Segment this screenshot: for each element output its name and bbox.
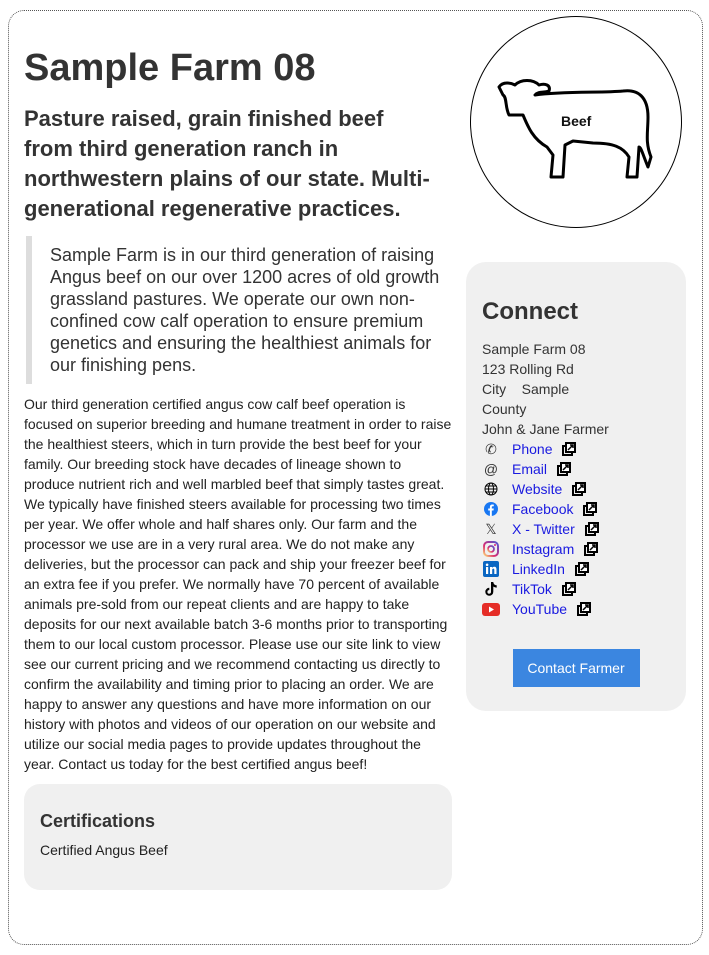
main-column [24, 44, 452, 890]
at-icon: @ [483, 461, 499, 477]
external-link-icon [583, 502, 597, 516]
product-label: Beef [561, 113, 592, 129]
cow-icon [493, 77, 661, 187]
link-linkedin[interactable] [482, 559, 670, 579]
link-website[interactable] [482, 479, 670, 499]
product-image [470, 16, 682, 228]
external-link-icon [562, 582, 576, 596]
connect-heading: Connect [482, 298, 578, 325]
facebook-link[interactable]: Facebook [512, 501, 574, 517]
external-link-icon [575, 562, 589, 576]
page-title: Sample Farm 08 [24, 47, 316, 89]
link-x-twitter[interactable] [482, 519, 670, 539]
external-link-icon [562, 442, 576, 456]
instagram-icon [482, 541, 500, 557]
link-phone[interactable] [482, 439, 670, 459]
contact-name: John & Jane Farmer [482, 421, 609, 437]
link-tiktok[interactable] [482, 579, 670, 599]
farm-tagline: Pasture raised, grain finished beef from third generation ranch in northwestern plains of our state. Multi-generational regenerative practices. [24, 106, 430, 221]
youtube-link[interactable]: YouTube [512, 601, 568, 617]
link-youtube[interactable] [482, 599, 670, 619]
youtube-icon [482, 601, 500, 617]
address-county: County [482, 401, 527, 417]
external-link-icon [584, 542, 598, 556]
certifications-heading: Certifications [40, 811, 156, 831]
contact-farmer-button[interactable]: Contact Farmer [513, 649, 640, 687]
x-twitter-link[interactable]: X - Twitter [512, 521, 575, 537]
website-link[interactable]: Website [512, 481, 563, 497]
phone-link[interactable]: Phone [512, 441, 553, 457]
connect-panel [466, 262, 686, 711]
certifications-panel [24, 784, 452, 890]
link-email[interactable] [482, 459, 670, 479]
farm-description: Our third generation certified angus cow calf beef operation is focused on superior breeding and humane treatment in order to raise the healthiest steers, which in turn provide the best beef for your family. Our breeding stock have decades of lineage shown to produce nutrient rich and well marbled beef that simply tastes great. We typically have finished steers available for processing two times per year. We offer whole and half shares only. Our farm and the processor we use are in a very rural area. We do not make any deliveries, but the processor can pack and ship your freezer beef for an extra fee if you prefer. We normally have 70 percent of available animals pre-sold from our repeat clients and are happy to take deposits for our next available batch 3-6 months prior to transporting them to our local custom processor. Please use our site link to view see our current pricing and we recommend contacting us directly to confirm the availability and timing prior to placing an order. We are happy to answer any questions and have more information on our history with photos and videos of our operation on our website and utilize our social media pages to provide updates throughout the year. Contact us today for the best certified angus beef! [24, 396, 452, 772]
linkedin-link[interactable]: LinkedIn [512, 561, 565, 577]
external-link-icon [577, 602, 591, 616]
tiktok-icon [482, 581, 500, 597]
external-link-icon [572, 482, 586, 496]
phone-icon: ✆ [485, 441, 497, 457]
external-link-icon [557, 462, 571, 476]
certification-item: Certified Angus Beef [40, 842, 168, 858]
x-icon: 𝕏 [485, 521, 497, 537]
farm-name: Sample Farm 08 [482, 341, 586, 357]
linkedin-icon [482, 561, 500, 577]
instagram-link[interactable]: Instagram [512, 541, 575, 557]
address-city: City Sample [482, 381, 570, 397]
globe-icon [482, 481, 500, 497]
email-link[interactable]: Email [512, 461, 548, 477]
link-facebook[interactable] [482, 499, 670, 519]
farm-summary-quote: Sample Farm is in our third generation of raising Angus beef on our over 1200 acres of old growth grassland pastures. We operate our own non-confined cow calf operation to ensure premium genetics and ensuring the healthiest animals for our finishing pens. [26, 236, 452, 384]
tiktok-link[interactable]: TikTok [512, 581, 552, 597]
facebook-icon [482, 501, 500, 517]
external-link-icon [585, 522, 599, 536]
address-street: 123 Rolling Rd [482, 361, 574, 377]
link-instagram[interactable] [482, 539, 670, 559]
